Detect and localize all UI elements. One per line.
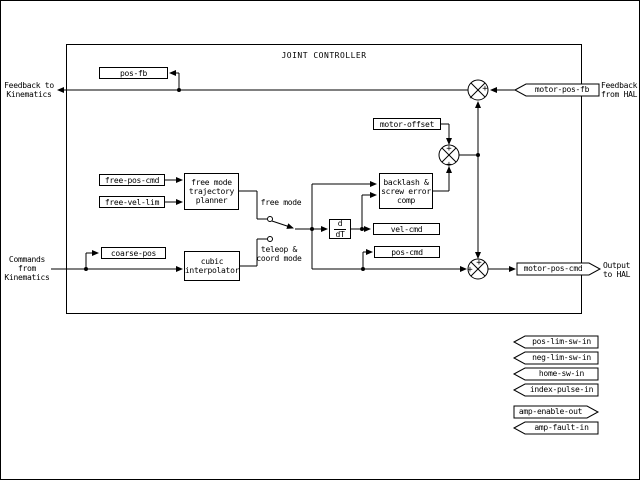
box-coarse-pos: coarse-pos <box>101 247 166 259</box>
label-feedback-to-kinematics: Feedback to Kinematics <box>4 81 54 99</box>
hal-pin-amp-fault-in-label: amp-fault-in <box>534 423 589 432</box>
hal-pin-neg-lim-sw-in-label: neg-lim-sw-in <box>532 353 591 362</box>
hal-pin-pos-lim-sw-in-label: pos-lim-sw-in <box>532 337 591 346</box>
box-free-mode-trajectory-planner: free mode trajectory planner <box>184 173 239 210</box>
label-teleop-coord-mode: teleop & coord mode <box>256 245 302 263</box>
diagram-title: JOINT CONTROLLER <box>281 51 367 60</box>
box-free-vel-lim: free-vel-lim <box>99 196 165 208</box>
hal-pin-index-pulse-in-label: index-pulse-in <box>529 385 594 394</box>
box-pos-cmd: pos-cmd <box>374 246 440 258</box>
box-vel-cmd: vel-cmd <box>373 223 440 235</box>
label-commands-from-kinematics: Commands from Kinematics <box>4 255 50 282</box>
sign-plus: + <box>446 160 452 170</box>
box-derivative: d dT <box>329 219 351 239</box>
box-cubic-interpolator: cubic interpolator <box>184 251 240 281</box>
switch-contact-free-mode[interactable] <box>268 217 273 222</box>
summing-junction-feedback <box>468 80 488 103</box>
box-backlash-screw-error-comp: backlash & screw error comp <box>379 173 433 209</box>
summing-junction-offset <box>439 144 459 170</box>
hal-pin-motor-pos-fb-label: motor-pos-fb <box>534 85 590 94</box>
switch-contact-teleop-mode[interactable] <box>268 237 273 242</box>
hal-pin-motor-pos-cmd-label: motor-pos-cmd <box>523 264 583 273</box>
sign-plus: + <box>446 144 452 154</box>
sign-plus: + <box>476 258 482 268</box>
hal-pin-home-sw-in-label: home-sw-in <box>538 369 585 378</box>
hal-pin-flags <box>514 84 600 434</box>
summing-junction-output <box>467 258 488 279</box>
hal-pin-amp-enable-out-label: amp-enable-out <box>518 407 583 416</box>
box-pos-fb: pos-fb <box>99 67 168 79</box>
sign-minus: - <box>468 93 474 103</box>
sign-plus: + <box>482 84 488 94</box>
label-feedback-from-hal: Feedback from HAL <box>601 81 638 99</box>
box-motor-offset: motor-offset <box>373 118 441 130</box>
label-free-mode: free mode <box>260 198 302 207</box>
wires <box>51 73 515 269</box>
label-output-to-hal: Output to HAL <box>603 261 631 279</box>
box-free-pos-cmd: free-pos-cmd <box>99 174 165 186</box>
mode-switch[interactable] <box>268 217 294 242</box>
sign-plus: + <box>467 265 473 275</box>
